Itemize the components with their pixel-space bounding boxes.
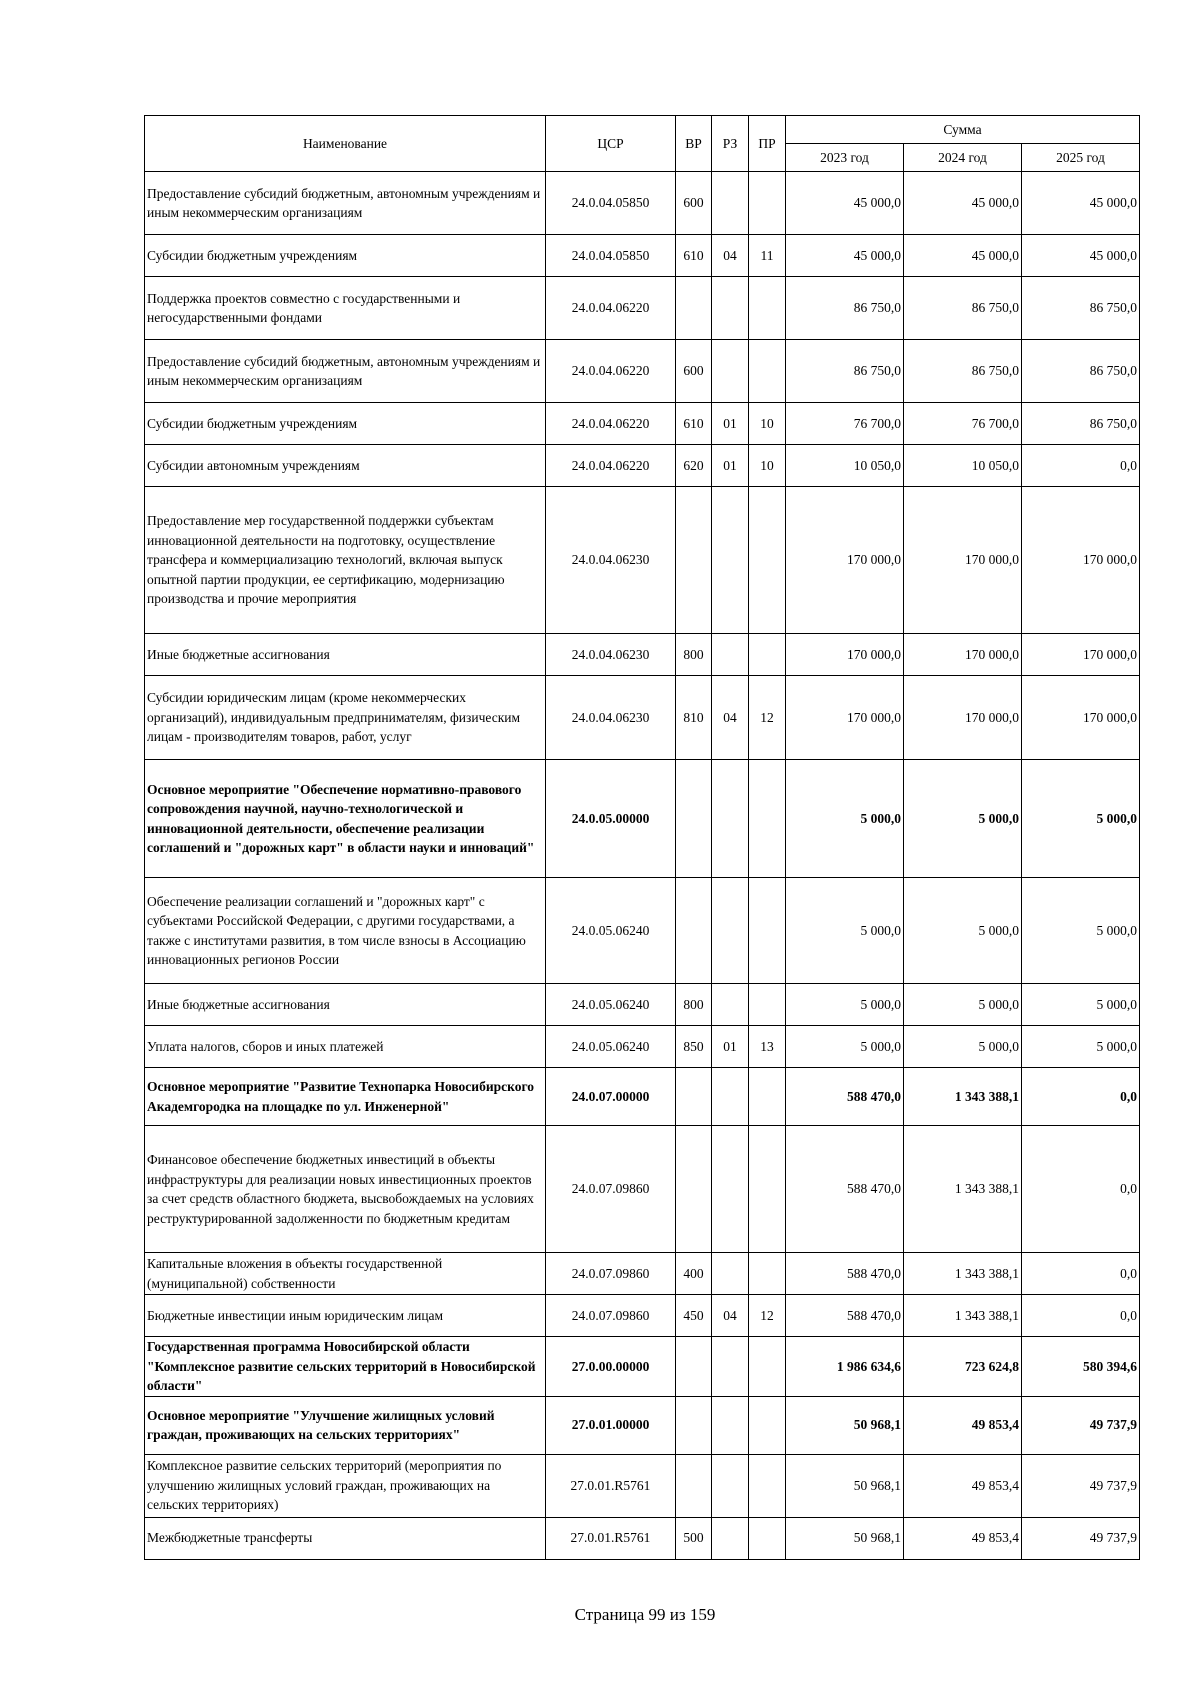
cell-rz: [712, 1396, 749, 1454]
cell-amount-2024: 1 343 388,1: [904, 1126, 1022, 1253]
cell-amount-2025: 86 750,0: [1022, 340, 1140, 403]
table-row: [145, 1295, 1140, 1337]
cell-name: Основное мероприятие "Улучшение жилищных условий граждан, проживающих на сельских территориях": [145, 1396, 546, 1454]
cell-vr: 500: [676, 1517, 712, 1559]
cell-vr: 610: [676, 403, 712, 445]
cell-csr: 24.0.04.06220: [546, 340, 676, 403]
cell-amount-2023: 1 986 634,6: [786, 1337, 904, 1397]
header-year-2025: 2025 год: [1022, 144, 1140, 172]
cell-amount-2023: 588 470,0: [786, 1253, 904, 1295]
cell-name: Бюджетные инвестиции иным юридическим лицам: [145, 1295, 546, 1337]
cell-amount-2023: 50 968,1: [786, 1517, 904, 1559]
cell-amount-2025: 0,0: [1022, 445, 1140, 487]
cell-amount-2025: 86 750,0: [1022, 277, 1140, 340]
cell-rz: [712, 634, 749, 676]
table-row: [145, 760, 1140, 878]
cell-amount-2025: 49 737,9: [1022, 1396, 1140, 1454]
cell-pr: [749, 634, 786, 676]
cell-amount-2023: 45 000,0: [786, 172, 904, 235]
cell-pr: [749, 1068, 786, 1126]
table-row: [145, 1337, 1140, 1397]
cell-amount-2024: 1 343 388,1: [904, 1253, 1022, 1295]
cell-name: Предоставление субсидий бюджетным, автономным учреждениям и иным некоммерческим организациям: [145, 172, 546, 235]
cell-name: Капитальные вложения в объекты государственной (муниципальной) собственности: [145, 1253, 546, 1295]
cell-amount-2023: 45 000,0: [786, 235, 904, 277]
header-name: Наименование: [145, 116, 546, 172]
cell-rz: 04: [712, 676, 749, 760]
cell-vr: 810: [676, 676, 712, 760]
cell-pr: [749, 1126, 786, 1253]
cell-vr: 600: [676, 172, 712, 235]
table-row: [145, 1517, 1140, 1559]
table-row: [145, 172, 1140, 235]
cell-csr: 24.0.04.06220: [546, 277, 676, 340]
cell-vr: 610: [676, 235, 712, 277]
header-year-2024: 2024 год: [904, 144, 1022, 172]
cell-amount-2023: 5 000,0: [786, 984, 904, 1026]
table-row: [145, 1026, 1140, 1068]
cell-name: Межбюджетные трансферты: [145, 1517, 546, 1559]
cell-amount-2024: 5 000,0: [904, 878, 1022, 984]
cell-rz: [712, 277, 749, 340]
cell-amount-2025: 49 737,9: [1022, 1517, 1140, 1559]
cell-amount-2025: 170 000,0: [1022, 676, 1140, 760]
cell-csr: 27.0.00.00000: [546, 1337, 676, 1397]
cell-name: Субсидии автономным учреждениям: [145, 445, 546, 487]
cell-amount-2025: 86 750,0: [1022, 403, 1140, 445]
cell-amount-2024: 5 000,0: [904, 760, 1022, 878]
cell-amount-2025: 0,0: [1022, 1295, 1140, 1337]
header-rz: РЗ: [712, 116, 749, 172]
cell-name: Иные бюджетные ассигнования: [145, 634, 546, 676]
cell-vr: [676, 1126, 712, 1253]
cell-name: Поддержка проектов совместно с государственными и негосударственными фондами: [145, 277, 546, 340]
cell-amount-2024: 45 000,0: [904, 172, 1022, 235]
cell-csr: 24.0.07.09860: [546, 1126, 676, 1253]
cell-pr: [749, 1337, 786, 1397]
cell-amount-2024: 86 750,0: [904, 277, 1022, 340]
cell-csr: 27.0.01.00000: [546, 1396, 676, 1454]
cell-vr: [676, 1454, 712, 1517]
cell-amount-2024: 49 853,4: [904, 1517, 1022, 1559]
cell-rz: [712, 1126, 749, 1253]
cell-name: Субсидии бюджетным учреждениям: [145, 235, 546, 277]
cell-name: Субсидии юридическим лицам (кроме некоммерческих организаций), индивидуальным предпринимателям, физическим лицам - производителям товаров, работ, услуг: [145, 676, 546, 760]
cell-amount-2025: 0,0: [1022, 1126, 1140, 1253]
cell-rz: [712, 1517, 749, 1559]
cell-csr: 27.0.01.R5761: [546, 1517, 676, 1559]
cell-vr: 400: [676, 1253, 712, 1295]
table-row: [145, 1068, 1140, 1126]
cell-rz: 01: [712, 1026, 749, 1068]
cell-pr: 11: [749, 235, 786, 277]
cell-vr: [676, 1396, 712, 1454]
cell-rz: [712, 984, 749, 1026]
cell-name: Предоставление мер государственной поддержки субъектам инновационной деятельности на подготовку, осуществление трансфера и коммерциализацию технологий, включая выпуск опытной партии продукции, ее сертификацию, модернизацию производства и прочие мероприятия: [145, 487, 546, 634]
cell-pr: [749, 1253, 786, 1295]
cell-name: Обеспечение реализации соглашений и "дорожных карт" с субъектами Российской Федерации, с другими государствами, а также с институтами развития, в том числе взносы в Ассоциацию инновационных регионов России: [145, 878, 546, 984]
cell-rz: [712, 760, 749, 878]
cell-pr: 12: [749, 676, 786, 760]
table-row: [145, 340, 1140, 403]
table-row: [145, 634, 1140, 676]
cell-csr: 24.0.04.06230: [546, 676, 676, 760]
cell-rz: 04: [712, 235, 749, 277]
cell-rz: [712, 487, 749, 634]
header-csr: ЦСР: [546, 116, 676, 172]
cell-pr: 13: [749, 1026, 786, 1068]
cell-vr: 620: [676, 445, 712, 487]
table-row: [145, 445, 1140, 487]
table-row: [145, 403, 1140, 445]
cell-rz: 01: [712, 403, 749, 445]
table-header: [145, 116, 1140, 172]
cell-amount-2023: 588 470,0: [786, 1295, 904, 1337]
cell-csr: 24.0.04.06230: [546, 487, 676, 634]
table-row: [145, 487, 1140, 634]
cell-amount-2023: 170 000,0: [786, 487, 904, 634]
cell-csr: 24.0.04.06220: [546, 403, 676, 445]
cell-amount-2023: 170 000,0: [786, 634, 904, 676]
table-row: [145, 1126, 1140, 1253]
cell-vr: [676, 277, 712, 340]
table-row: [145, 1454, 1140, 1517]
cell-pr: [749, 340, 786, 403]
header-pr: ПР: [749, 116, 786, 172]
header-sum: Сумма: [786, 116, 1140, 144]
cell-csr: 27.0.01.R5761: [546, 1454, 676, 1517]
cell-amount-2023: 50 968,1: [786, 1396, 904, 1454]
cell-name: Финансовое обеспечение бюджетных инвестиций в объекты инфраструктуры для реализации новых инвестиционных проектов за счет средств областного бюджета, высвобождаемых на условиях реструктурированной задолженности по бюджетным кредитам: [145, 1126, 546, 1253]
cell-name: Предоставление субсидий бюджетным, автономным учреждениям и иным некоммерческим организациям: [145, 340, 546, 403]
cell-amount-2024: 1 343 388,1: [904, 1068, 1022, 1126]
cell-pr: [749, 172, 786, 235]
table-row: [145, 984, 1140, 1026]
cell-csr: 24.0.07.00000: [546, 1068, 676, 1126]
table-row: [145, 878, 1140, 984]
cell-vr: 850: [676, 1026, 712, 1068]
cell-amount-2024: 723 624,8: [904, 1337, 1022, 1397]
cell-vr: [676, 878, 712, 984]
cell-amount-2023: 588 470,0: [786, 1126, 904, 1253]
table-row: [145, 676, 1140, 760]
cell-amount-2024: 49 853,4: [904, 1396, 1022, 1454]
cell-amount-2024: 170 000,0: [904, 634, 1022, 676]
cell-csr: 24.0.04.06220: [546, 445, 676, 487]
cell-amount-2025: 5 000,0: [1022, 878, 1140, 984]
cell-amount-2023: 170 000,0: [786, 676, 904, 760]
table-body: [145, 172, 1140, 1560]
cell-amount-2024: 45 000,0: [904, 235, 1022, 277]
cell-amount-2025: 0,0: [1022, 1068, 1140, 1126]
cell-csr: 24.0.05.06240: [546, 1026, 676, 1068]
cell-amount-2024: 5 000,0: [904, 984, 1022, 1026]
cell-amount-2023: 5 000,0: [786, 1026, 904, 1068]
budget-table: [144, 115, 1140, 1560]
cell-rz: [712, 172, 749, 235]
cell-name: Основное мероприятие "Обеспечение нормативно-правового сопровождения научной, научно-технологической и инновационной деятельности, обеспечение реализации соглашений и "дорожных карт" в области науки и инноваций": [145, 760, 546, 878]
cell-pr: 12: [749, 1295, 786, 1337]
cell-csr: 24.0.07.09860: [546, 1253, 676, 1295]
cell-csr: 24.0.04.05850: [546, 235, 676, 277]
cell-amount-2023: 10 050,0: [786, 445, 904, 487]
cell-pr: [749, 277, 786, 340]
cell-amount-2023: 5 000,0: [786, 878, 904, 984]
cell-name: Комплексное развитие сельских территорий (мероприятия по улучшению жилищных условий граждан, проживающих на сельских территориях): [145, 1454, 546, 1517]
cell-amount-2024: 76 700,0: [904, 403, 1022, 445]
cell-amount-2025: 5 000,0: [1022, 760, 1140, 878]
cell-pr: [749, 487, 786, 634]
cell-amount-2025: 49 737,9: [1022, 1454, 1140, 1517]
table-row: [145, 277, 1140, 340]
cell-pr: [749, 1517, 786, 1559]
cell-amount-2025: 45 000,0: [1022, 235, 1140, 277]
cell-vr: 800: [676, 984, 712, 1026]
cell-rz: [712, 878, 749, 984]
cell-amount-2024: 86 750,0: [904, 340, 1022, 403]
cell-pr: [749, 984, 786, 1026]
cell-amount-2025: 45 000,0: [1022, 172, 1140, 235]
cell-rz: [712, 1253, 749, 1295]
cell-csr: 24.0.05.06240: [546, 984, 676, 1026]
cell-name: Основное мероприятие "Развитие Технопарка Новосибирского Академгородка на площадке по ул. Инженерной": [145, 1068, 546, 1126]
cell-amount-2024: 10 050,0: [904, 445, 1022, 487]
cell-pr: 10: [749, 403, 786, 445]
cell-pr: [749, 1396, 786, 1454]
header-vr: ВР: [676, 116, 712, 172]
cell-csr: 24.0.04.05850: [546, 172, 676, 235]
cell-csr: 24.0.05.06240: [546, 878, 676, 984]
cell-vr: [676, 1337, 712, 1397]
cell-amount-2024: 49 853,4: [904, 1454, 1022, 1517]
cell-vr: [676, 1068, 712, 1126]
table-row: [145, 1396, 1140, 1454]
cell-amount-2023: 76 700,0: [786, 403, 904, 445]
cell-rz: [712, 1337, 749, 1397]
cell-amount-2023: 86 750,0: [786, 340, 904, 403]
cell-rz: [712, 340, 749, 403]
cell-amount-2025: 5 000,0: [1022, 1026, 1140, 1068]
header-year-2023: 2023 год: [786, 144, 904, 172]
cell-amount-2025: 580 394,6: [1022, 1337, 1140, 1397]
cell-vr: 800: [676, 634, 712, 676]
cell-vr: [676, 487, 712, 634]
cell-amount-2023: 50 968,1: [786, 1454, 904, 1517]
cell-amount-2024: 1 343 388,1: [904, 1295, 1022, 1337]
cell-name: Субсидии бюджетным учреждениям: [145, 403, 546, 445]
cell-name: Уплата налогов, сборов и иных платежей: [145, 1026, 546, 1068]
cell-csr: 24.0.07.09860: [546, 1295, 676, 1337]
cell-amount-2023: 86 750,0: [786, 277, 904, 340]
cell-csr: 24.0.04.06230: [546, 634, 676, 676]
cell-amount-2024: 5 000,0: [904, 1026, 1022, 1068]
cell-pr: [749, 1454, 786, 1517]
cell-rz: [712, 1068, 749, 1126]
table-row: [145, 235, 1140, 277]
cell-amount-2024: 170 000,0: [904, 487, 1022, 634]
cell-rz: 01: [712, 445, 749, 487]
cell-pr: [749, 760, 786, 878]
cell-amount-2025: 170 000,0: [1022, 487, 1140, 634]
cell-name: Иные бюджетные ассигнования: [145, 984, 546, 1026]
page-number: Страница 99 из 159: [574, 1605, 716, 1624]
cell-pr: 10: [749, 445, 786, 487]
cell-vr: 450: [676, 1295, 712, 1337]
cell-amount-2024: 170 000,0: [904, 676, 1022, 760]
cell-vr: 600: [676, 340, 712, 403]
cell-pr: [749, 878, 786, 984]
cell-csr: 24.0.05.00000: [546, 760, 676, 878]
cell-amount-2025: 5 000,0: [1022, 984, 1140, 1026]
cell-amount-2023: 588 470,0: [786, 1068, 904, 1126]
cell-amount-2025: 170 000,0: [1022, 634, 1140, 676]
cell-rz: 04: [712, 1295, 749, 1337]
cell-name: Государственная программа Новосибирской области "Комплексное развитие сельских территорий в Новосибирской области": [145, 1337, 546, 1397]
cell-vr: [676, 760, 712, 878]
table-row: [145, 1253, 1140, 1295]
cell-rz: [712, 1454, 749, 1517]
cell-amount-2023: 5 000,0: [786, 760, 904, 878]
cell-amount-2025: 0,0: [1022, 1253, 1140, 1295]
